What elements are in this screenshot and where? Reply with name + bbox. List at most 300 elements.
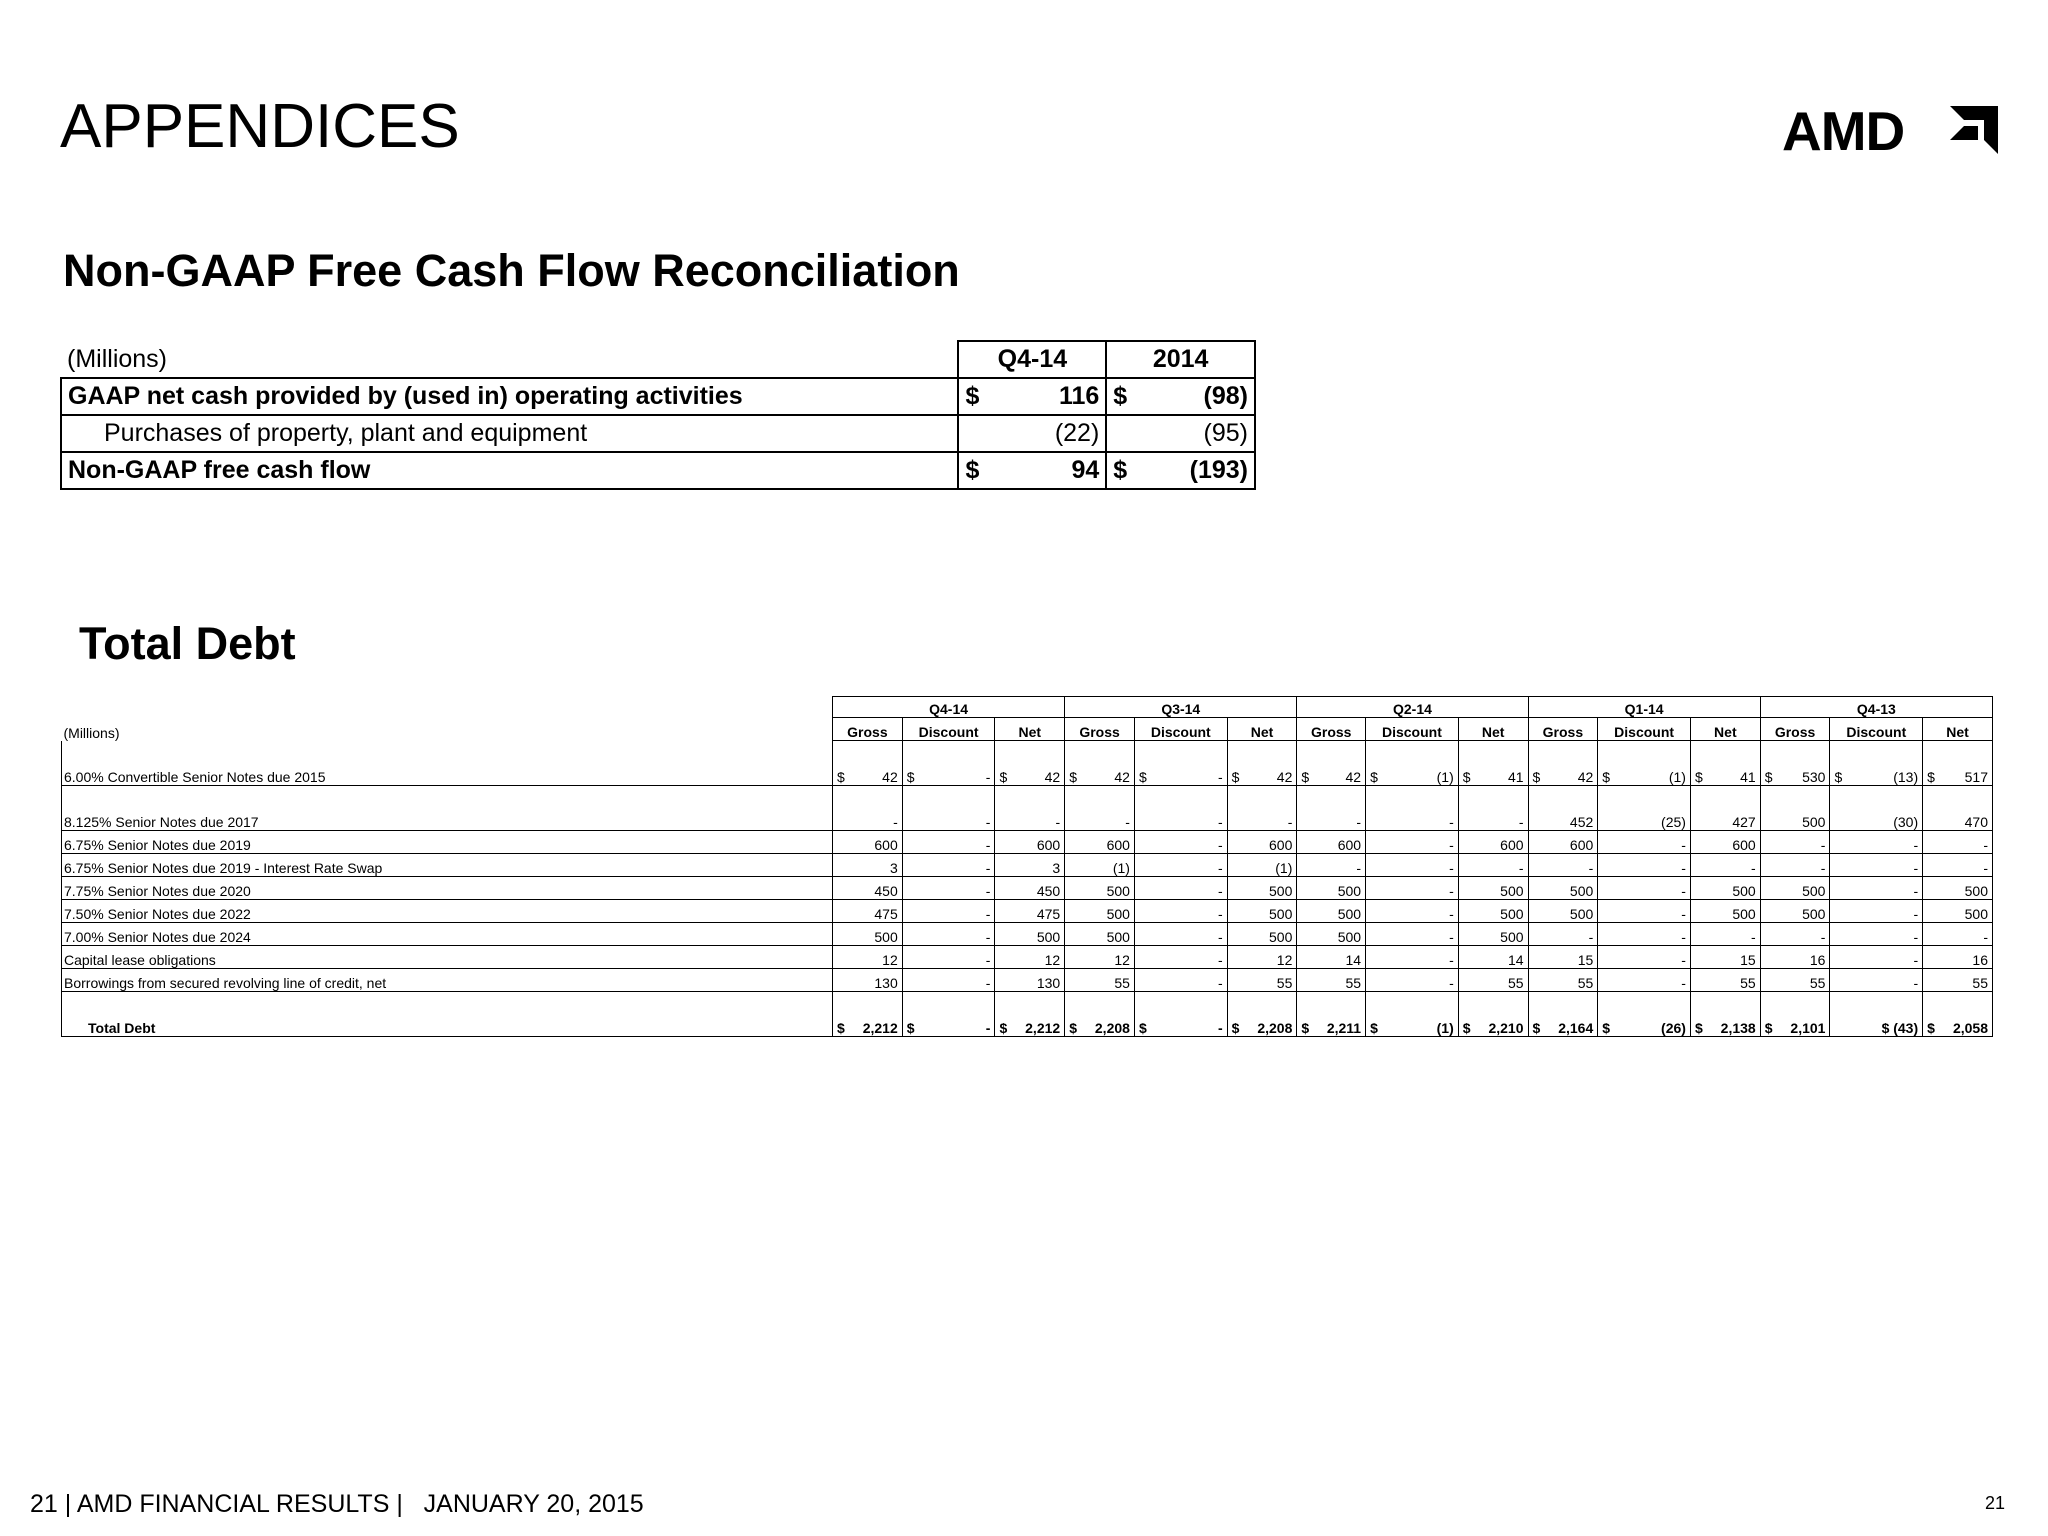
debt-value: (1) (1436, 769, 1454, 785)
debt-value: - (1913, 975, 1919, 991)
fcf-row-label: Non-GAAP free cash flow (61, 452, 958, 489)
debt-value: 2,210 (1488, 1020, 1524, 1036)
debt-value: - (1913, 837, 1919, 853)
debt-value: 500 (1106, 929, 1130, 945)
debt-value-cell (833, 946, 903, 969)
debt-value: - (985, 1020, 991, 1036)
debt-quarter-header: Q2-14 (1297, 697, 1528, 718)
debt-value: 55 (1114, 975, 1130, 991)
fcf-value: (22) (1054, 419, 1100, 447)
debt-value: - (1588, 860, 1594, 876)
page-title: APPENDICES (60, 92, 460, 161)
debt-value: - (1217, 814, 1223, 830)
debt-value: 55 (1577, 975, 1594, 991)
debt-value: 130 (874, 975, 898, 991)
debt-table (61, 696, 1993, 1037)
currency-symbol: $ (1462, 1020, 1471, 1036)
debt-value: 517 (1964, 769, 1988, 785)
debt-value: - (1217, 860, 1223, 876)
debt-value-cell (902, 923, 995, 946)
debt-value-cell (1830, 900, 1923, 923)
debt-value-cell (1297, 946, 1366, 969)
debt-value: 12 (1114, 952, 1130, 968)
debt-value-cell (1528, 923, 1598, 946)
debt-value-cell (995, 877, 1065, 900)
debt-value: 500 (1269, 929, 1293, 945)
debt-value-cell (902, 969, 995, 992)
debt-value-cell (1598, 946, 1691, 969)
debt-subcolumn-header: Gross (1760, 718, 1830, 741)
debt-value-cell (1923, 969, 1993, 992)
debt-row-label: Borrowings from secured revolving line of credit, net (62, 969, 833, 992)
currency-symbol: $ (1602, 1020, 1611, 1036)
debt-row-label: 7.00% Senior Notes due 2024 (62, 923, 833, 946)
debt-value: 600 (1500, 837, 1524, 853)
debt-value: - (1983, 837, 1988, 853)
debt-value-cell (1690, 900, 1760, 923)
footer (30, 1490, 644, 1519)
debt-value-cell (1366, 946, 1459, 969)
currency-symbol: $ (1069, 1020, 1077, 1036)
currency-symbol: $ (965, 382, 980, 410)
debt-value: - (985, 769, 991, 785)
debt-value: 500 (1802, 906, 1826, 922)
debt-value: 600 (1106, 837, 1130, 853)
debt-value: - (1217, 952, 1223, 968)
currency-symbol: $ (1370, 769, 1378, 785)
debt-value: 42 (1345, 769, 1362, 785)
debt-unit-label: (Millions) (63, 724, 120, 741)
debt-value-cell (1830, 831, 1923, 854)
debt-row-label: Total Debt (62, 992, 833, 1037)
debt-value: - (985, 814, 991, 830)
debt-value-cell (833, 786, 903, 831)
debt-value-cell (1297, 900, 1366, 923)
debt-value-cell (1297, 786, 1366, 831)
footer-text: | AMD FINANCIAL RESULTS | JANUARY 20, 2015 (64, 1490, 644, 1518)
debt-value: - (1913, 906, 1919, 922)
debt-quarter-header: Q1-14 (1528, 697, 1760, 718)
debt-value: 42 (1114, 769, 1130, 785)
debt-value: 600 (874, 837, 898, 853)
footer-page-number: 21 (30, 1490, 58, 1518)
debt-value: 2,208 (1094, 1020, 1130, 1036)
debt-value: - (1449, 929, 1454, 945)
debt-value: - (1449, 883, 1454, 899)
debt-value-cell (1830, 854, 1923, 877)
currency-symbol: $ (1462, 769, 1471, 785)
debt-value-cell (1598, 900, 1691, 923)
debt-value: - (1518, 860, 1524, 876)
currency-symbol: $ (1370, 1020, 1378, 1036)
debt-value: 500 (1337, 906, 1362, 922)
debt-value: - (1681, 837, 1686, 853)
debt-value-cell (1065, 900, 1135, 923)
fcf-value: 94 (1071, 456, 1100, 484)
debt-value-cell (1830, 946, 1923, 969)
debt-value: 2,058 (1952, 1020, 1988, 1036)
debt-value-cell (1065, 969, 1135, 992)
debt-value-cell (1760, 741, 1830, 786)
debt-value: (1) (1668, 769, 1686, 785)
debt-value-cell (1297, 877, 1366, 900)
debt-value: 530 (1802, 769, 1826, 785)
debt-value: 500 (1569, 883, 1594, 899)
debt-value-cell (1297, 741, 1366, 786)
debt-value: 450 (874, 883, 898, 899)
debt-value: 3 (1052, 860, 1061, 876)
debt-value: - (1217, 906, 1223, 922)
debt-subcolumn-header: Net (1458, 718, 1528, 741)
debt-subcolumn-header: Discount (1366, 718, 1459, 741)
debt-row-label: Capital lease obligations (62, 946, 833, 969)
fcf-value-cell (958, 378, 1106, 415)
debt-value-cell (902, 786, 995, 831)
debt-value: 475 (874, 906, 898, 922)
debt-subcolumn-header: Net (1923, 718, 1993, 741)
debt-value-cell (1528, 786, 1598, 831)
fcf-section-title: Non-GAAP Free Cash Flow Reconciliation (63, 245, 960, 296)
debt-value-cell (833, 741, 903, 786)
debt-value-cell (1227, 969, 1297, 992)
debt-row-label: 7.50% Senior Notes due 2022 (62, 900, 833, 923)
fcf-row (61, 415, 1255, 452)
debt-value-cell (1528, 831, 1598, 854)
currency-symbol: $ (906, 769, 915, 785)
debt-value-cell (1065, 854, 1135, 877)
debt-value: 500 (874, 929, 898, 945)
debt-value: - (1125, 814, 1130, 830)
currency-symbol: $ (906, 1020, 915, 1036)
debt-value: 55 (1345, 975, 1362, 991)
debt-value: 500 (1500, 883, 1524, 899)
fcf-value-cell (1106, 415, 1255, 452)
debt-value-cell (1227, 946, 1297, 969)
debt-value-cell (1528, 946, 1598, 969)
debt-value-cell (1065, 831, 1135, 854)
debt-value-cell (1134, 923, 1227, 946)
fcf-value-cell (958, 415, 1106, 452)
debt-value: - (1983, 929, 1988, 945)
currency-symbol: $ (837, 1020, 845, 1036)
fcf-row (61, 452, 1255, 489)
debt-value: 41 (1740, 769, 1756, 785)
debt-value-cell (1760, 854, 1830, 877)
debt-value-cell (1598, 831, 1691, 854)
debt-value: 500 (1337, 929, 1362, 945)
fcf-value: (193) (1189, 456, 1248, 484)
debt-value: - (1217, 883, 1223, 899)
debt-value-cell (1923, 900, 1993, 923)
fcf-value-cell (1106, 378, 1255, 415)
debt-value-cell (1690, 923, 1760, 946)
debt-value-cell (1458, 877, 1528, 900)
debt-value: - (1588, 929, 1594, 945)
debt-value: 500 (1732, 883, 1756, 899)
debt-value-cell (1366, 854, 1459, 877)
currency-symbol: $ (1694, 769, 1703, 785)
debt-value: 500 (1500, 929, 1524, 945)
debt-value-cell (1366, 923, 1459, 946)
fcf-value: (98) (1203, 382, 1248, 410)
currency-symbol: $ (1069, 769, 1077, 785)
currency-symbol: $ (1113, 382, 1128, 410)
debt-value-cell (1598, 786, 1691, 831)
debt-subcolumn-header: Gross (833, 718, 903, 741)
debt-value: 500 (1337, 883, 1362, 899)
debt-value-cell (1297, 831, 1366, 854)
debt-value-cell (1760, 831, 1830, 854)
debt-value: (25) (1661, 814, 1686, 830)
debt-value: - (985, 906, 991, 922)
fcf-row-label: Purchases of property, plant and equipment (61, 415, 958, 452)
debt-value: 427 (1732, 814, 1756, 830)
debt-value-cell (1227, 854, 1297, 877)
debt-value: 14 (1345, 952, 1362, 968)
debt-value-cell (833, 854, 903, 877)
debt-value-cell (1598, 992, 1691, 1037)
debt-value: 500 (1269, 883, 1293, 899)
debt-value-cell (1690, 831, 1760, 854)
debt-value: 12 (882, 952, 898, 968)
debt-value-cell (833, 969, 903, 992)
debt-value-cell (1297, 992, 1366, 1037)
debt-value-cell (1528, 741, 1598, 786)
debt-subcolumn-header: Gross (1297, 718, 1366, 741)
debt-value-cell (1458, 741, 1528, 786)
currency-symbol: $ (1834, 769, 1843, 785)
debt-value: 55 (1507, 975, 1524, 991)
debt-value-cell (1528, 992, 1598, 1037)
debt-value-cell (1458, 786, 1528, 831)
debt-value: - (1681, 929, 1686, 945)
currency-symbol: $ (999, 1020, 1008, 1036)
currency-symbol: $ (1532, 1020, 1541, 1036)
currency-symbol: $ (1301, 769, 1310, 785)
currency-symbol: $ (1231, 1020, 1240, 1036)
debt-value: 470 (1964, 814, 1988, 830)
currency-symbol: $ (965, 456, 980, 484)
debt-value: 2,212 (1025, 1020, 1061, 1036)
debt-value: 15 (1577, 952, 1594, 968)
debt-row (62, 854, 1993, 877)
currency-symbol: $ (999, 769, 1008, 785)
debt-value: 55 (1740, 975, 1756, 991)
debt-value-cell (833, 900, 903, 923)
debt-value: - (1449, 975, 1454, 991)
footer-slide-number: 21 (1984, 1493, 2005, 1513)
debt-value-cell (995, 831, 1065, 854)
debt-subcolumn-header: Net (995, 718, 1065, 741)
debt-value: (1) (1436, 1020, 1454, 1036)
debt-row (62, 969, 1993, 992)
currency-symbol: $ (837, 769, 845, 785)
debt-value: - (1217, 837, 1223, 853)
debt-value: - (1217, 975, 1223, 991)
debt-value: 2,138 (1720, 1020, 1756, 1036)
debt-value: 600 (1036, 837, 1061, 853)
debt-value: 15 (1740, 952, 1756, 968)
debt-subcolumn-header: Gross (1528, 718, 1598, 741)
debt-value-cell (902, 854, 995, 877)
debt-value-cell (1598, 741, 1691, 786)
debt-value: 500 (1802, 814, 1826, 830)
debt-value-cell (1598, 854, 1691, 877)
debt-value-cell (1690, 854, 1760, 877)
debt-value: 500 (1964, 906, 1988, 922)
fcf-col-header: 2014 (1106, 341, 1255, 378)
debt-value: - (1820, 837, 1826, 853)
debt-value-cell (1690, 786, 1760, 831)
debt-value-cell (995, 786, 1065, 831)
debt-row-label: 8.125% Senior Notes due 2017 (62, 786, 833, 831)
debt-value-cell (1923, 741, 1993, 786)
debt-subcolumn-header: Net (1227, 718, 1297, 741)
debt-value-cell (1065, 992, 1135, 1037)
debt-value: (1) (1112, 860, 1130, 876)
debt-value: 600 (1269, 837, 1293, 853)
debt-value-cell (1065, 877, 1135, 900)
currency-symbol: $ (1138, 1020, 1147, 1036)
debt-value-cell (1134, 969, 1227, 992)
debt-value-cell (1760, 786, 1830, 831)
debt-value-cell (1227, 923, 1297, 946)
debt-value: - (1913, 860, 1919, 876)
debt-row (62, 877, 1993, 900)
debt-value: - (1820, 860, 1826, 876)
debt-subcolumn-header: Discount (1830, 718, 1923, 741)
debt-value-cell (1528, 854, 1598, 877)
debt-value: 2,212 (862, 1020, 898, 1036)
debt-value-cell (1134, 992, 1227, 1037)
debt-value-cell (1760, 946, 1830, 969)
debt-value-cell (1227, 900, 1297, 923)
debt-value-cell (1458, 946, 1528, 969)
debt-value-cell (1458, 969, 1528, 992)
debt-value: 500 (1732, 906, 1756, 922)
debt-value: 55 (1809, 975, 1826, 991)
debt-value: - (985, 975, 991, 991)
debt-value-cell (1227, 877, 1297, 900)
debt-value-cell (1760, 992, 1830, 1037)
debt-value-cell (1690, 946, 1760, 969)
debt-value: - (1449, 837, 1454, 853)
debt-value-cell (1366, 877, 1459, 900)
fcf-row (61, 378, 1255, 415)
debt-value: 2,101 (1790, 1020, 1826, 1036)
debt-value-cell (1227, 992, 1297, 1037)
currency-symbol: $ (1113, 456, 1128, 484)
debt-value-cell (995, 923, 1065, 946)
debt-value: - (985, 860, 991, 876)
debt-value-cell (1134, 786, 1227, 831)
debt-value: 500 (1569, 906, 1594, 922)
debt-value-cell (1923, 946, 1993, 969)
debt-value: 452 (1569, 814, 1594, 830)
debt-value-cell (1923, 831, 1993, 854)
debt-value: - (1287, 814, 1293, 830)
debt-section-title: Total Debt (79, 618, 296, 669)
debt-value-cell (1760, 877, 1830, 900)
debt-value-cell (1760, 969, 1830, 992)
debt-value-cell (1297, 854, 1366, 877)
debt-value-cell (995, 854, 1065, 877)
debt-value-cell (1598, 969, 1691, 992)
debt-value: 500 (1500, 906, 1524, 922)
debt-row-label: 6.00% Convertible Senior Notes due 2015 (62, 741, 833, 786)
debt-value: 500 (1036, 929, 1061, 945)
debt-value-cell (1528, 900, 1598, 923)
debt-value-cell (995, 992, 1065, 1037)
fcf-value-cell (1106, 452, 1255, 489)
debt-value-cell (1528, 877, 1598, 900)
debt-value-cell (1598, 923, 1691, 946)
fcf-unit-label: (Millions) (67, 344, 167, 373)
debt-value: (13) (1893, 769, 1919, 785)
debt-value-cell (1227, 741, 1297, 786)
fcf-value: 116 (1058, 382, 1100, 410)
debt-value-cell (1366, 992, 1459, 1037)
debt-value: - (1681, 952, 1686, 968)
debt-value-cell (1366, 741, 1459, 786)
debt-value-cell (1923, 992, 1993, 1037)
debt-row-label: 7.75% Senior Notes due 2020 (62, 877, 833, 900)
debt-value-cell (1598, 877, 1691, 900)
debt-value: - (1518, 814, 1524, 830)
debt-value-cell (1528, 969, 1598, 992)
currency-symbol: $ (1138, 769, 1147, 785)
currency-symbol: $ (1764, 769, 1773, 785)
debt-value-cell (1366, 969, 1459, 992)
debt-value-cell (1134, 877, 1227, 900)
debt-value-cell (1830, 992, 1923, 1037)
debt-value-cell (902, 900, 995, 923)
debt-value: - (1681, 975, 1686, 991)
debt-value: (1) (1275, 860, 1293, 876)
debt-value-cell (1458, 854, 1528, 877)
debt-value-cell (1830, 969, 1923, 992)
debt-value: - (1751, 860, 1756, 876)
debt-value: 55 (1276, 975, 1293, 991)
debt-value: 3 (889, 860, 898, 876)
debt-value-cell (1690, 992, 1760, 1037)
debt-row-label: 6.75% Senior Notes due 2019 (62, 831, 833, 854)
debt-row (62, 923, 1993, 946)
debt-value-cell (995, 741, 1065, 786)
debt-value: - (1681, 860, 1686, 876)
debt-value: 2,164 (1558, 1020, 1594, 1036)
debt-value: 500 (1802, 883, 1826, 899)
debt-value-cell (995, 946, 1065, 969)
debt-value-cell (1227, 831, 1297, 854)
debt-subcolumn-header: Discount (1134, 718, 1227, 741)
debt-value-cell (1923, 877, 1993, 900)
debt-value: 42 (1577, 769, 1594, 785)
debt-value: 42 (1276, 769, 1293, 785)
debt-value-cell (902, 877, 995, 900)
debt-value-cell (1690, 877, 1760, 900)
debt-value: 600 (1337, 837, 1362, 853)
debt-value: 12 (1276, 952, 1293, 968)
debt-value-cell (1227, 786, 1297, 831)
amd-logo (1782, 104, 2000, 156)
debt-value: 600 (1732, 837, 1756, 853)
debt-value: (26) (1661, 1020, 1686, 1036)
currency-symbol: $ (1532, 769, 1541, 785)
debt-value: 14 (1507, 952, 1524, 968)
debt-value-cell (1134, 741, 1227, 786)
debt-value-cell (1690, 969, 1760, 992)
